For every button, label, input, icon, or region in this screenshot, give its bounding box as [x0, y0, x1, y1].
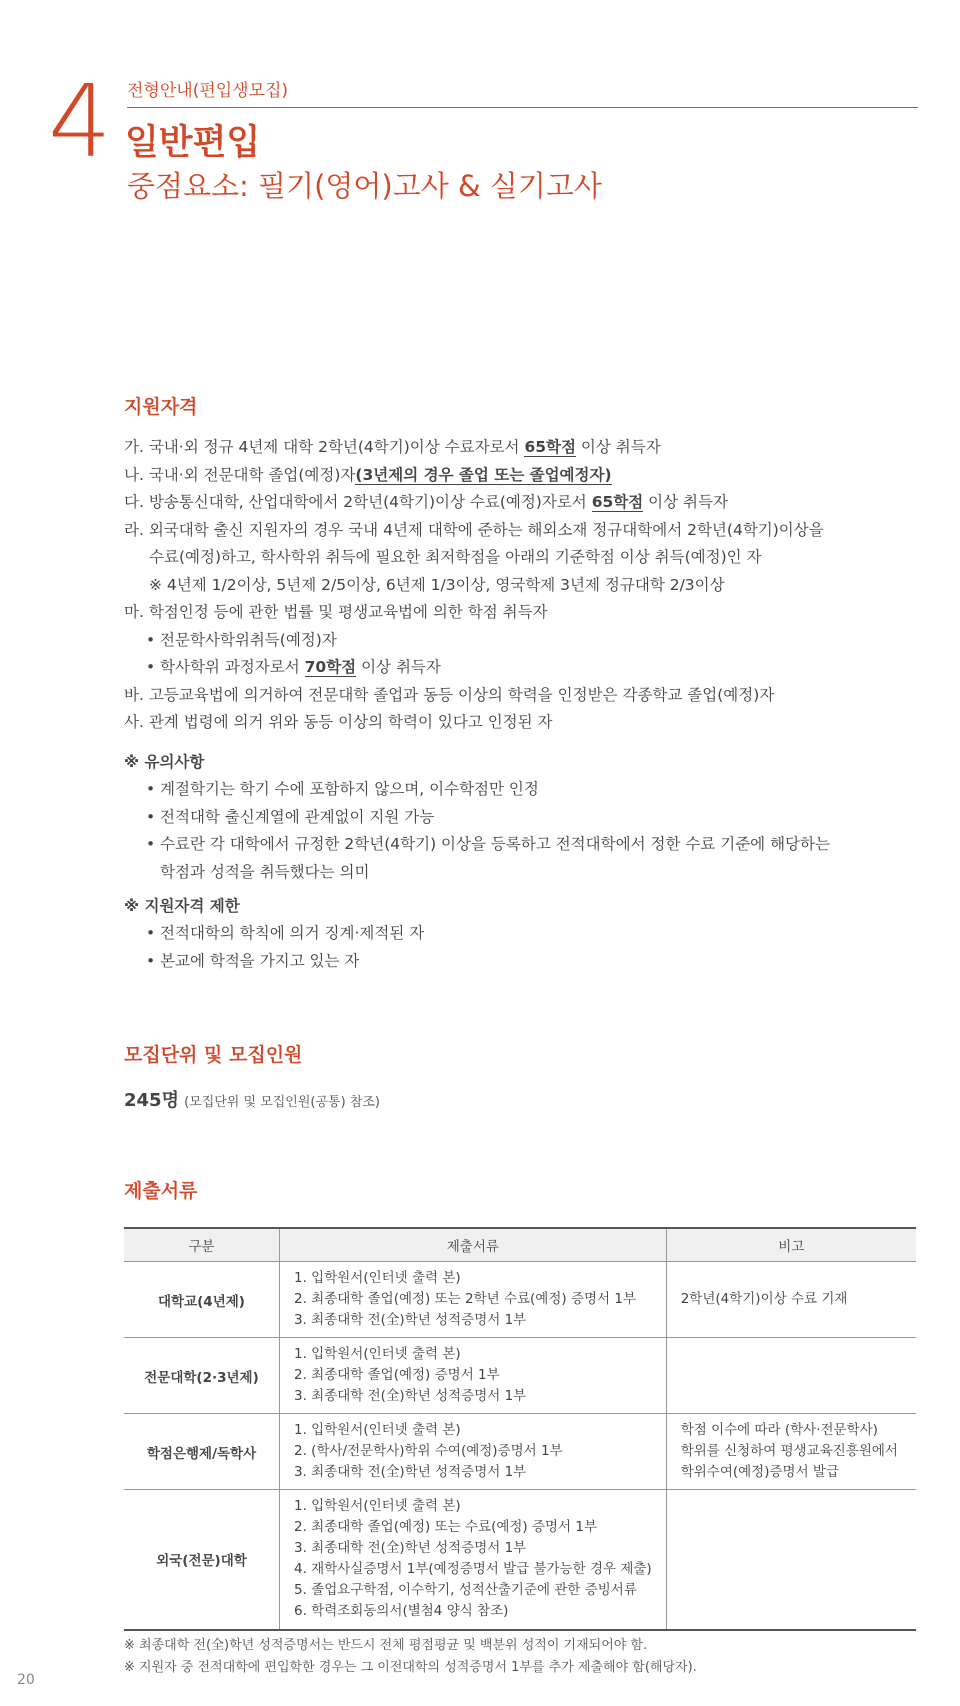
bullet-icon: • [146, 630, 156, 649]
bullet-text: 전적대학 출신계열에 관계없이 지원 가능 [160, 807, 435, 826]
remark-item: 2학년(4학기)이상 수료 기재 [680, 1291, 848, 1307]
row-docs [280, 1490, 667, 1630]
doc-item: 1. 입학원서(인터넷 출력 본) [294, 1346, 461, 1362]
recruit-count: 245명 [124, 1090, 179, 1111]
bullet-icon: • [146, 807, 156, 826]
eligibility-item-ga [124, 434, 924, 462]
doc-item: 3. 최종대학 전(全)학년 성적증명서 1부 [294, 1540, 527, 1557]
bullet-icon: • [146, 780, 156, 798]
row-remark [666, 1338, 916, 1414]
bullet-text: 본교에 학적을 가지고 있는 자 [160, 951, 360, 970]
notes-bullet-3 [124, 831, 924, 859]
bullet-icon: • [146, 951, 156, 970]
item-emphasis: 70학점 [304, 658, 357, 676]
notes-title: ※ 유의사항 [124, 753, 205, 771]
bullet-text: 학사학위 과정자로서 [160, 658, 305, 676]
header-category: 전형안내(편입생모집) [127, 81, 289, 101]
bullet-icon: • [146, 924, 156, 942]
documents-table [124, 1227, 916, 1631]
eligibility-item-ba: 바. 고등교육법에 의거하여 전문대학 졸업과 동등 이상의 학력을 인정받은 각종학교 졸업(예정)자 [124, 685, 775, 704]
eligibility-item-ra: 라. 외국대학 출신 지원자의 경우 국내 4년제 대학에 준하는 해외소재 정규대학에서 2학년(4학기)이상을 [124, 520, 824, 539]
doc-item: 4. 재학사실증명서 1부(예정증명서 발급 불가능한 경우 제출) [294, 1561, 652, 1578]
eligibility-list [124, 434, 924, 737]
item-emphasis: (3년제의 경우 졸업 또는 졸업예정자) [355, 465, 612, 484]
row-category: 외국(전문)대학 [124, 1490, 280, 1630]
eligibility-item-sa: 사. 관계 법령에 의거 위와 동등 이상의 학력이 있다고 인정된 자 [124, 713, 553, 731]
remark-item: 학점 이수에 따라 (학사·전문학사) [680, 1422, 878, 1438]
recruit-count-line [124, 1086, 380, 1112]
column-header: 비고 [666, 1228, 916, 1262]
item-emphasis: 65학점 [524, 438, 576, 456]
bullet-text: 계절학기는 학기 수에 포함하지 않으며, 이수학점만 인정 [160, 780, 539, 798]
row-remark [666, 1414, 916, 1490]
bullet-text: 전문학사학위취득(예정)자 [160, 630, 337, 649]
item-text: 가. 국내·외 정규 4년제 대학 2학년(4학기)이상 수료자로서 [124, 438, 525, 456]
row-docs [280, 1338, 667, 1414]
doc-item: 1. 입학원서(인터넷 출력 본) [294, 1270, 461, 1286]
bullet-text: 이상 취득자 [356, 658, 441, 676]
doc-item: 2. 최종대학 졸업(예정) 증명서 1부 [294, 1367, 500, 1383]
doc-item: 3. 최종대학 전(全)학년 성적증명서 1부 [294, 1388, 527, 1404]
row-remark [666, 1262, 916, 1338]
recruit-title: 모집단위 및 모집인원 [124, 1044, 303, 1066]
doc-item: 1. 입학원서(인터넷 출력 본) [294, 1498, 461, 1515]
remark-item: 학위수여(예정)증명서 발급 [680, 1464, 839, 1480]
restrictions-bullet-2 [124, 948, 924, 976]
bullet-text: 수료란 각 대학에서 규정한 2학년(4학기) 이상을 등록하고 전적대학에서 정한 수료 기준에 해당하는 [160, 835, 830, 853]
table-row [124, 1338, 916, 1414]
item-text: 나. 국내·외 전문대학 졸업(예정)자 [124, 465, 356, 484]
doc-item: 3. 최종대학 전(全)학년 성적증명서 1부 [294, 1464, 527, 1480]
recruit-note: (모집단위 및 모집인원(공통) 참조) [184, 1095, 381, 1110]
page-number: 20 [17, 1672, 35, 1688]
table-row [124, 1414, 916, 1490]
notes-bullet-2 [124, 804, 924, 832]
item-text: 이상 취득자 [576, 438, 661, 456]
restrictions-title: ※ 지원자격 제한 [124, 897, 240, 915]
notes-bullet-1 [124, 776, 924, 804]
column-header: 제출서류 [280, 1228, 667, 1262]
notes-bullet-3-cont: 학점과 성적을 취득했다는 의미 [160, 862, 370, 881]
doc-item: 5. 졸업요구학점, 이수학기, 성적산출기준에 관한 증빙서류 [294, 1582, 637, 1599]
table-row [124, 1490, 916, 1630]
eligibility-item-ma-bullet-1 [124, 627, 924, 655]
doc-item: 3. 최종대학 전(全)학년 성적증명서 1부 [294, 1312, 527, 1328]
doc-item: 2. (학사/전문학사)학위 수여(예정)증명서 1부 [294, 1443, 563, 1459]
restrictions-block [124, 892, 924, 975]
bullet-icon: • [146, 835, 156, 853]
eligibility-item-ra-note: ※ 4년제 1/2이상, 5년제 2/5이상, 6년제 1/3이상, 영국학제 3년제 정규대학 2/3이상 [149, 575, 725, 594]
notes-block [124, 748, 924, 886]
doc-item: 2. 최종대학 졸업(예정) 또는 2학년 수료(예정) 증명서 1부 [294, 1291, 636, 1307]
eligibility-item-ra-cont: 수료(예정)하고, 학사학위 취득에 필요한 최저학점을 아래의 기준학점 이상 취득(예정)인 자 [149, 548, 762, 566]
row-category: 전문대학(2·3년제) [124, 1338, 280, 1414]
eligibility-title: 지원자격 [124, 396, 198, 418]
restrictions-bullet-1 [124, 920, 924, 948]
doc-item: 2. 최종대학 졸업(예정) 또는 수료(예정) 증명서 1부 [294, 1519, 598, 1536]
row-docs [280, 1262, 667, 1338]
table-row [124, 1262, 916, 1338]
footnote-2: ※ 지원자 중 전적대학에 편입학한 경우는 그 이전대학의 성적증명서 1부를 추가 제출해야 함(해당자). [124, 1660, 697, 1675]
row-category: 학점은행제/독학사 [124, 1414, 280, 1490]
remark-item: 학위를 신청하여 평생교육진흥원에서 [680, 1443, 898, 1459]
page-subtitle: 중점요소: 필기(영어)고사 & 실기고사 [127, 169, 602, 203]
eligibility-item-da [124, 489, 924, 517]
header-divider [127, 107, 918, 108]
doc-item: 1. 입학원서(인터넷 출력 본) [294, 1422, 461, 1438]
item-text: 이상 취득자 [643, 493, 728, 511]
bullet-text: 전적대학의 학칙에 의거 징계·제적된 자 [160, 924, 425, 942]
eligibility-item-na [124, 462, 924, 490]
documents-title: 제출서류 [124, 1180, 198, 1202]
section-number: 4 [48, 63, 110, 180]
column-header: 구분 [124, 1228, 280, 1262]
eligibility-item-ma: 마. 학점인정 등에 관한 법률 및 평생교육법에 의한 학점 취득자 [124, 603, 548, 621]
row-remark [666, 1490, 916, 1630]
page-title: 일반편입 [125, 123, 261, 163]
row-category: 대학교(4년제) [124, 1262, 280, 1338]
item-text: 다. 방송통신대학, 산업대학에서 2학년(4학기)이상 수료(예정)자로서 [124, 493, 592, 511]
doc-item: 6. 학력조회동의서(별첨4 양식 참조) [294, 1603, 509, 1620]
eligibility-item-ma-bullet-2 [124, 654, 924, 682]
footnote-1: ※ 최종대학 전(全)학년 성적증명서는 반드시 전체 평점평균 및 백분위 성적이 기재되어야 함. [124, 1638, 648, 1653]
row-docs [280, 1414, 667, 1490]
item-emphasis: 65학점 [591, 493, 644, 511]
table-header-row [124, 1228, 916, 1262]
bullet-icon: • [146, 658, 156, 676]
